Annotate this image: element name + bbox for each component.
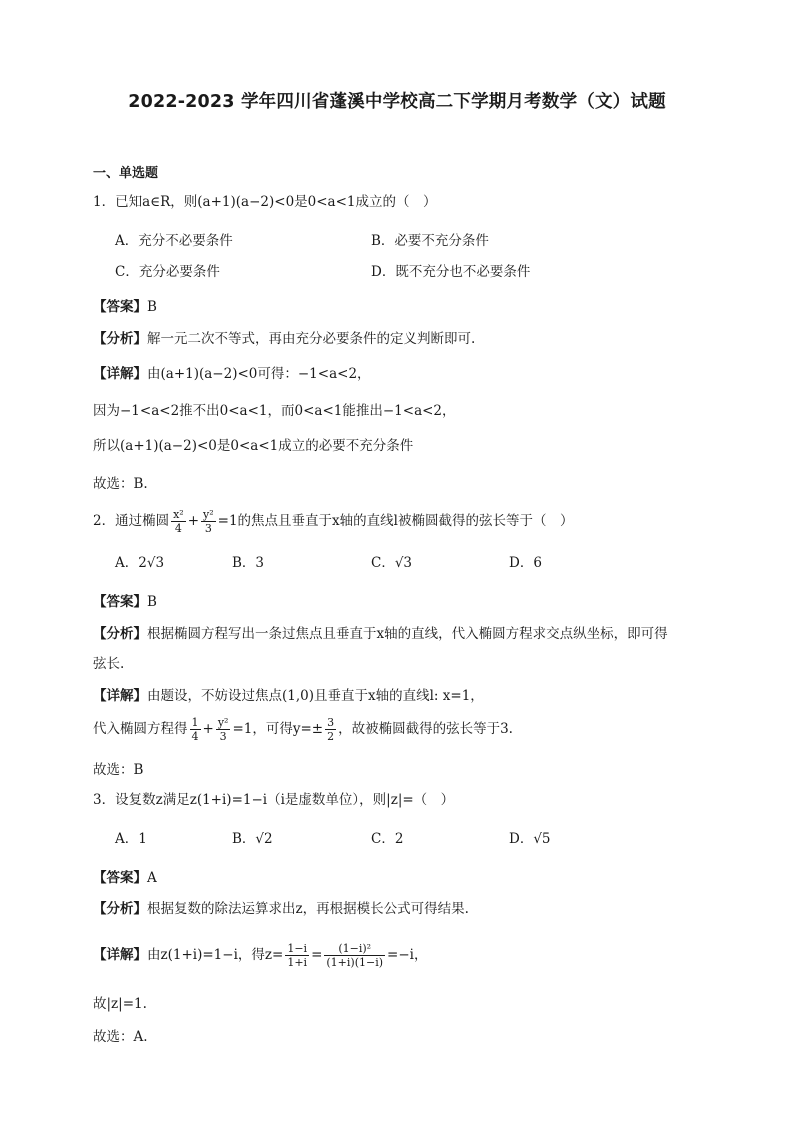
q1-detail-line3: 所以(a+1)(a−2)<0是0<a<1成立的必要不充分条件 (93, 438, 414, 454)
q1-analysis-text: 解一元二次不等式，再由充分必要条件的定义判断即可. (147, 331, 476, 347)
detail-label: 【详解】 (93, 688, 147, 704)
q2-option-c: C．√3 (371, 555, 413, 571)
q2-line2-frac2-num: y² (217, 716, 229, 729)
q2-line2-frac1-den: 4 (191, 730, 199, 743)
q2-line2-frac3-num: 3 (327, 716, 335, 729)
q2-option-d: D．6 (509, 555, 542, 571)
q3-option-d: D．√5 (509, 831, 551, 847)
q2-detail (93, 686, 484, 706)
q3-analysis-text: 根据复数的除法运算求出z，再根据模长公式可得结果. (147, 901, 469, 917)
q2-line2-frac2 (216, 716, 231, 743)
detail-label: 【详解】 (93, 366, 147, 382)
q2-fraction-y-num: y² (203, 508, 214, 521)
q3-frac1-den: 1+i (287, 956, 308, 969)
q1-answer (93, 297, 157, 317)
q1-stem: 1．已知a∈R，则(a+1)(a−2)<0是0<a<1成立的（ ） (93, 194, 437, 210)
q2-analysis (93, 624, 668, 644)
q2-option-a: A．2√3 (115, 555, 165, 571)
q1-choose: 故选：B. (93, 476, 148, 492)
q3-analysis (93, 899, 469, 919)
answer-label: 【答案】 (93, 870, 147, 886)
q1-analysis (93, 329, 475, 349)
document-title: 2022-2023 学年四川省蓬溪中学校高二下学期月考数学（文）试题 (128, 92, 666, 112)
q1-detail-line2: 因为−1<a<2推不出0<a<1，而0<a<1能推出−1<a<2， (93, 403, 456, 419)
answer-label: 【答案】 (93, 299, 147, 315)
q3-choose: 故选：A. (93, 1029, 148, 1045)
q3-answer (93, 868, 157, 888)
q3-option-c: C．2 (371, 831, 404, 847)
q2-stem (93, 508, 574, 535)
q2-line2-frac2-den: 3 (219, 730, 227, 743)
q2-answer (93, 592, 157, 612)
q3-eq: = (311, 947, 323, 963)
q1-option-b: B．必要不充分条件 (371, 233, 489, 249)
q3-option-b: B．√2 (232, 831, 273, 847)
q2-answer-value: B (147, 594, 157, 610)
q1-option-d: D．既不充分也不必要条件 (371, 264, 531, 280)
q1-answer-value: B (147, 299, 157, 315)
q3-detail-suffix: =−i， (387, 947, 428, 963)
q3-stem: 3．设复数z满足z(1+i)=1−i（i是虚数单位），则|z|=（ ） (93, 792, 455, 808)
q2-detail-text: 由题设，不妨设过焦点(1,0)且垂直于x轴的直线l: x=1， (147, 688, 484, 704)
q2-detail-line2 (93, 716, 513, 743)
q1-option-c: C．充分必要条件 (115, 264, 220, 280)
answer-label: 【答案】 (93, 594, 147, 610)
q2-line2-frac1 (190, 716, 201, 743)
q2-plus: + (187, 513, 200, 529)
analysis-label: 【分析】 (93, 331, 147, 347)
q3-option-a: A．1 (115, 831, 147, 847)
q3-answer-value: A (147, 870, 157, 886)
detail-label: 【详解】 (93, 947, 147, 963)
q2-line2-frac3 (325, 716, 336, 743)
q2-line2-plus: + (202, 721, 214, 737)
q2-stem-suffix: =1的焦点且垂直于x轴的直线l被椭圆截得的弦长等于（ ） (217, 513, 574, 529)
q2-fraction-x-den: 4 (174, 522, 182, 535)
q3-frac2-den: (1+i)(1−i) (326, 956, 384, 969)
q2-analysis-text: 根据椭圆方程写出一条过焦点且垂直于x轴的直线，代入椭圆方程求交点纵坐标，即可得 (147, 626, 668, 642)
q3-frac2 (324, 942, 385, 969)
q2-line2-prefix: 代入椭圆方程得 (93, 721, 188, 737)
q3-detail (93, 942, 427, 969)
q2-fraction-y-den: 3 (204, 522, 212, 535)
q2-fraction-x (171, 508, 186, 535)
q2-line2-frac3-den: 2 (327, 730, 335, 743)
q2-option-b: B．3 (232, 555, 265, 571)
q2-line2-frac1-num: 1 (191, 716, 199, 729)
analysis-label: 【分析】 (93, 626, 147, 642)
q3-detail-prefix: 由z(1+i)=1−i，得z= (147, 947, 284, 963)
section-heading: 一、单选题 (93, 166, 159, 181)
q3-frac2-num: (1−i)² (324, 942, 385, 956)
q3-detail-line2: 故|z|=1. (93, 996, 147, 1012)
q2-stem-prefix: 2．通过椭圆 (93, 513, 170, 529)
q1-detail-text: 由(a+1)(a−2)<0可得：−1<a<2， (147, 366, 371, 382)
q2-fraction-x-num: x² (173, 508, 184, 521)
q3-frac1 (285, 942, 309, 969)
q1-option-a: A．充分不必要条件 (115, 233, 233, 249)
q2-line2-mid: =1，可得y=± (232, 721, 324, 737)
q2-analysis-cont: 弦长. (93, 656, 125, 672)
q3-frac1-num: 1−i (287, 942, 308, 955)
q2-choose: 故选：B (93, 762, 144, 778)
q2-fraction-y (201, 508, 216, 535)
q1-detail (93, 364, 371, 384)
q2-line2-suffix: ，故被椭圆截得的弦长等于3. (338, 721, 513, 737)
analysis-label: 【分析】 (93, 901, 147, 917)
